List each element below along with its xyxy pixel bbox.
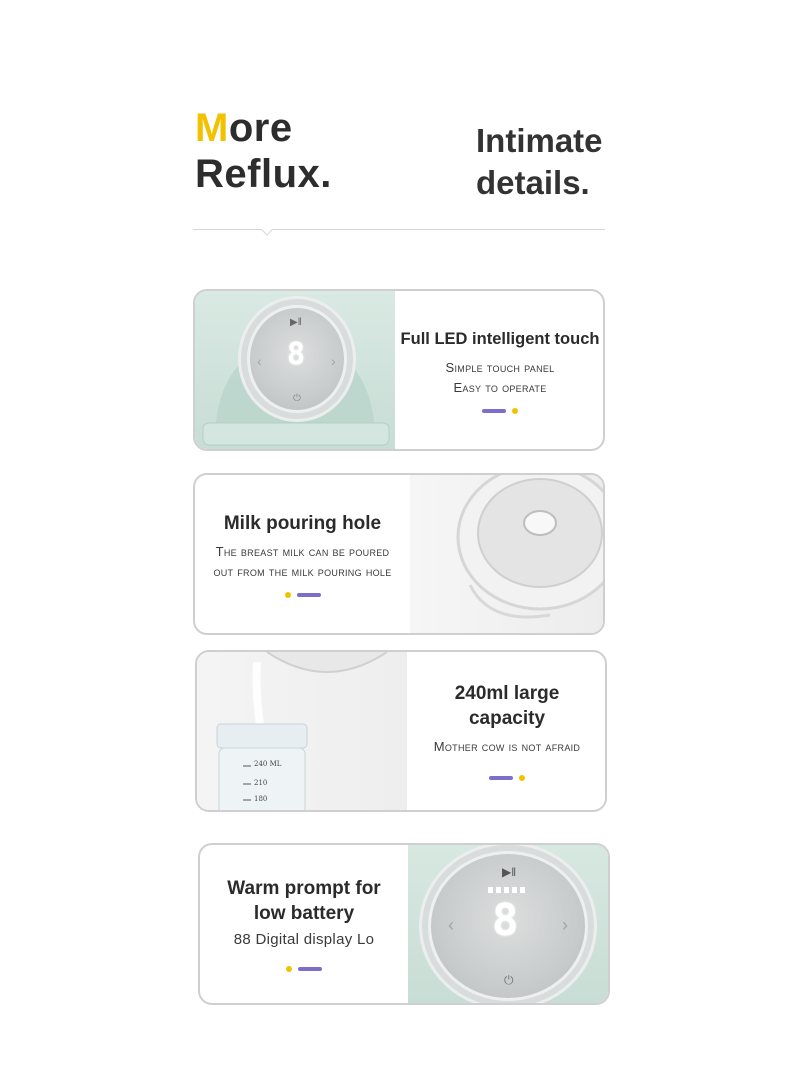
play-pause-icon: ▶‖ bbox=[290, 317, 302, 328]
card-title: Full LED intelligent touch bbox=[400, 329, 600, 348]
scale-180-label: 180 bbox=[254, 795, 268, 803]
indicator-dot bbox=[512, 408, 518, 414]
indicator-dot bbox=[519, 775, 525, 781]
power-icon: ⏻ bbox=[504, 973, 514, 987]
headline-accent-letter: M bbox=[195, 106, 229, 150]
headline-line1-rest: ore bbox=[228, 106, 293, 150]
card-low-battery bbox=[198, 843, 610, 1005]
milk-bottle-icon bbox=[197, 652, 407, 810]
led-panel-image bbox=[195, 291, 395, 449]
flange-cup-icon bbox=[410, 475, 605, 633]
chevron-left-icon: ‹ bbox=[257, 353, 262, 369]
indicator-active bbox=[298, 967, 322, 971]
carousel-indicator bbox=[489, 775, 525, 781]
card-title: Milk pouring hole bbox=[223, 512, 382, 534]
divider-notch bbox=[261, 224, 272, 235]
indicator-active bbox=[489, 776, 513, 780]
card-battery-text bbox=[200, 845, 408, 1003]
play-pause-icon: ▶‖ bbox=[502, 865, 517, 879]
power-icon: ⏻ bbox=[293, 393, 301, 404]
tagline-line1: Intimate bbox=[476, 122, 603, 159]
battery-bars-icon bbox=[488, 887, 528, 893]
card-capacity-text bbox=[407, 652, 607, 810]
tagline-line2: details. bbox=[476, 164, 590, 201]
led-digit: 8 bbox=[492, 895, 519, 946]
card-title-line2: low battery bbox=[253, 903, 355, 924]
card-subtitle-line1: Mother cow is not afraid bbox=[433, 739, 581, 754]
card-pouring-text bbox=[195, 475, 410, 633]
headline-more-reflux bbox=[195, 105, 332, 197]
carousel-indicator bbox=[285, 592, 321, 598]
tagline-intimate-details bbox=[476, 120, 603, 204]
bottle-image bbox=[197, 652, 407, 810]
led-digit: 8 bbox=[287, 337, 306, 372]
battery-display-image bbox=[408, 845, 610, 1003]
chevron-right-icon: › bbox=[562, 915, 568, 935]
card-led-touch bbox=[193, 289, 605, 451]
headline-line2: Reflux. bbox=[195, 152, 332, 196]
card-led-touch-text bbox=[395, 291, 605, 449]
carousel-indicator bbox=[286, 966, 322, 972]
indicator-dot bbox=[286, 966, 292, 972]
indicator-active bbox=[482, 409, 506, 413]
chevron-right-icon: › bbox=[331, 353, 336, 369]
scale-210-label: 210 bbox=[254, 779, 268, 787]
scale-240-label: 240 ML bbox=[254, 760, 282, 768]
header-divider bbox=[193, 229, 605, 230]
card-title-line1: 240ml large bbox=[454, 683, 560, 704]
carousel-indicator bbox=[482, 408, 518, 414]
card-title-line2: capacity bbox=[468, 708, 546, 729]
chevron-left-icon: ‹ bbox=[448, 915, 454, 935]
card-subtitle-line1: 88 Digital display Lo bbox=[233, 931, 375, 948]
pouring-hole-image bbox=[410, 475, 605, 633]
card-subtitle-line2: out from the milk pouring hole bbox=[213, 563, 392, 579]
indicator-active bbox=[297, 593, 321, 597]
card-subtitle-line1: Simple touch panel bbox=[445, 359, 555, 375]
indicator-dot bbox=[285, 592, 291, 598]
card-subtitle-line1: The breast milk can be poured bbox=[215, 543, 390, 559]
card-title-line1: Warm prompt for bbox=[227, 878, 381, 899]
card-milk-pouring-hole bbox=[193, 473, 605, 635]
card-capacity bbox=[195, 650, 607, 812]
card-subtitle-line2: Easy to operate bbox=[453, 379, 547, 395]
